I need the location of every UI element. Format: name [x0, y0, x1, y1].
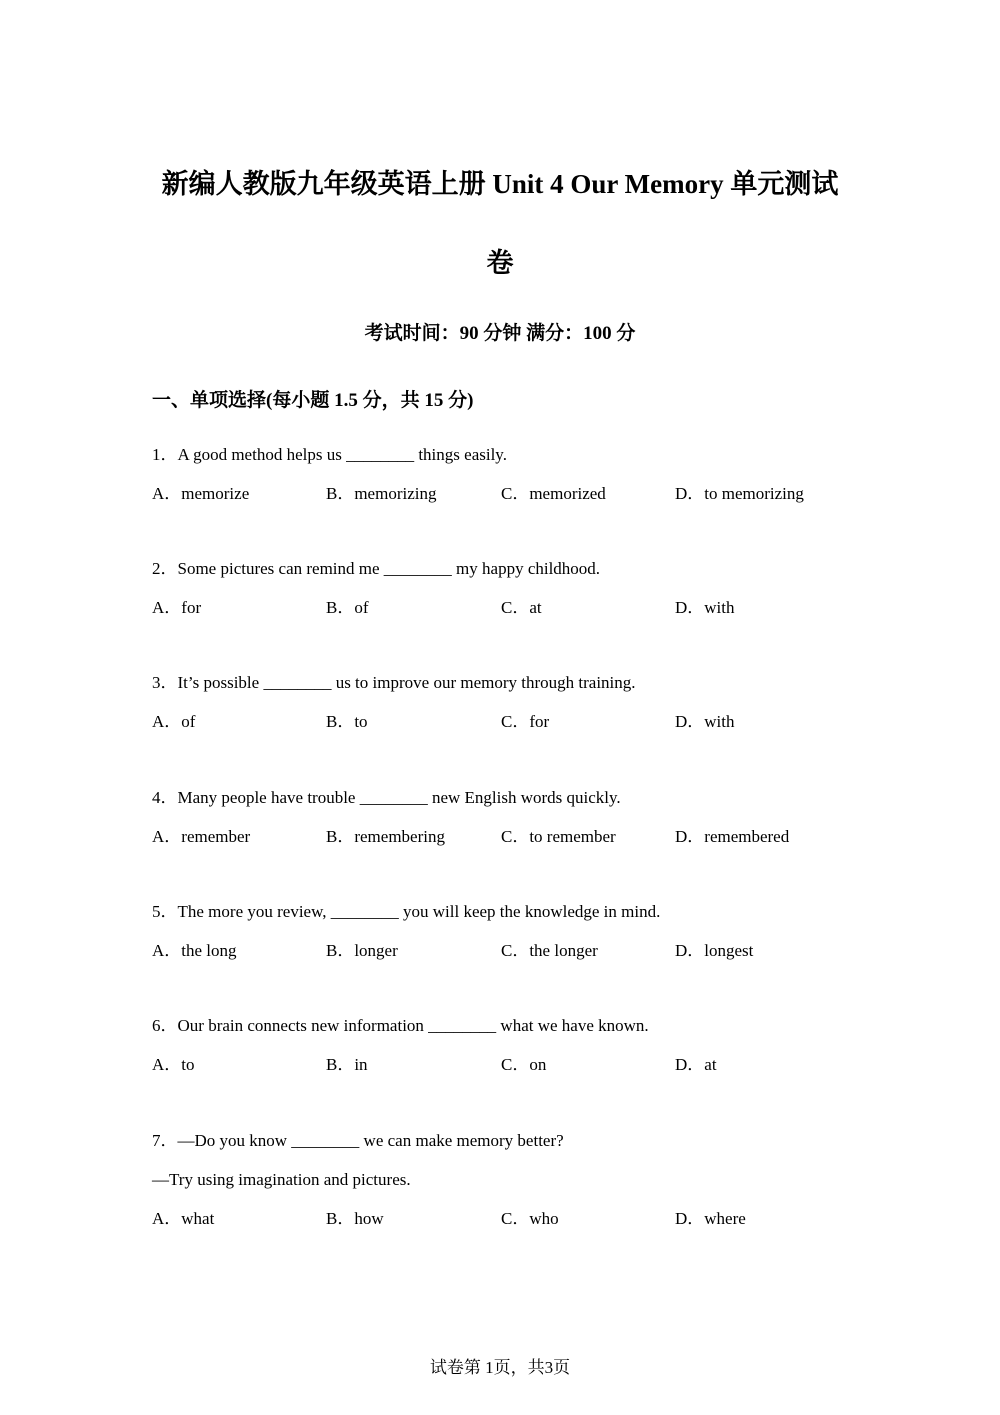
option-d: D．where [675, 1209, 746, 1228]
question-stem-reply: —Try using imagination and pictures. [152, 1170, 411, 1189]
option-c: C．the longer [501, 941, 598, 960]
option-d: D．with [675, 598, 735, 617]
option-b: B．how [326, 1209, 384, 1228]
page-footer: 试卷第 1页，共3页 [429, 1358, 571, 1377]
option-a: A．of [152, 712, 196, 731]
option-d: D．with [675, 712, 735, 731]
option-a: A．for [152, 598, 202, 617]
question-stem: 7．—Do you know ________ we can make memory better? [152, 1131, 564, 1150]
option-a: A．remember [152, 827, 251, 846]
option-d: D．longest [675, 941, 754, 960]
option-d: D．remembered [675, 827, 790, 846]
section-heading: 一、单项选择(每小题 1.5 分，共 15 分) [152, 390, 474, 411]
question-stem: 5．The more you review, ________ you will keep the knowledge in mind. [152, 902, 661, 921]
option-a: A．memorize [152, 484, 250, 503]
question-stem: 3．It’s possible ________ us to improve our memory through training. [152, 673, 636, 692]
exam-info: 考试时间：90 分钟 满分：100 分 [364, 323, 636, 344]
option-b: B．of [326, 598, 369, 617]
option-c: C．on [501, 1055, 547, 1074]
question-stem: 2．Some pictures can remind me ________ my happy childhood. [152, 559, 601, 578]
option-c: C．for [501, 712, 550, 731]
question-stem: 6．Our brain connects new information ________ what we have known. [152, 1016, 649, 1035]
question-stem: 4．Many people have trouble ________ new English words quickly. [152, 788, 621, 807]
option-b: B．remembering [326, 827, 445, 846]
option-c: C．at [501, 598, 542, 617]
option-b: B．longer [326, 941, 398, 960]
option-d: D．at [675, 1055, 717, 1074]
option-b: B．memorizing [326, 484, 437, 503]
option-c: C．who [501, 1209, 559, 1228]
question-stem: 1．A good method helps us ________ things easily. [152, 445, 507, 464]
option-a: A．what [152, 1209, 215, 1228]
option-a: A．to [152, 1055, 195, 1074]
option-c: C．to remember [501, 827, 616, 846]
option-c: C．memorized [501, 484, 606, 503]
option-d: D．to memorizing [675, 484, 804, 503]
option-a: A．the long [152, 941, 237, 960]
exam-title-line1: 新编人教版九年级英语上册 Unit 4 Our Memory 单元测试 [161, 169, 839, 199]
option-b: B．to [326, 712, 368, 731]
option-b: B．in [326, 1055, 368, 1074]
exam-title-line2: 卷 [486, 248, 514, 278]
